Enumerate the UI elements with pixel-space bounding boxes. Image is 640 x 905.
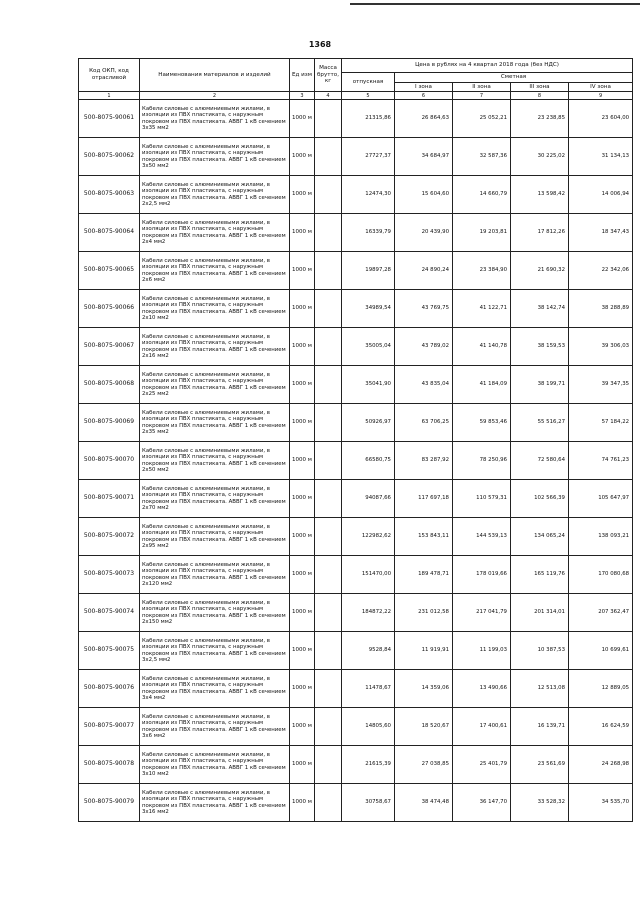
- row-release-price: 34989,54: [342, 290, 395, 328]
- table-row: [79, 556, 633, 594]
- row-zone-3-price: 38 142,74: [511, 290, 569, 328]
- row-unit: 1000 м: [290, 746, 315, 784]
- header-zone-4: IV зона: [569, 83, 633, 92]
- row-unit: 1000 м: [290, 404, 315, 442]
- row-code: 500-8075-90078: [79, 746, 140, 784]
- column-number: 3: [290, 92, 315, 100]
- row-code: 500-8075-90075: [79, 632, 140, 670]
- row-name: Кабели силовые с алюминиевыми жилами, в изоляции из ПВХ пластиката, с наружным покровом из ПВХ пластиката. АВВГ 1 кВ сечением 2х35 мм2: [140, 404, 290, 442]
- row-zone-2-price: 59 853,46: [453, 404, 511, 442]
- table-row: [79, 328, 633, 366]
- table-row: [79, 708, 633, 746]
- row-name: Кабели силовые с алюминиевыми жилами, в изоляции из ПВХ пластиката, с наружным покровом из ПВХ пластиката. АВВГ 1 кВ сечением 2х25 мм2: [140, 366, 290, 404]
- row-name: Кабели силовые с алюминиевыми жилами, в изоляции из ПВХ пластиката, с наружным покровом из ПВХ пластиката. АВВГ 1 кВ сечением 3х4 мм2: [140, 670, 290, 708]
- row-name: Кабели силовые с алюминиевыми жилами, в изоляции из ПВХ пластиката, с наружным покровом из ПВХ пластиката. АВВГ 1 кВ сечением 2х4 мм2: [140, 214, 290, 252]
- row-zone-1-price: 117 697,18: [395, 480, 453, 518]
- row-zone-4-price: 38 288,89: [569, 290, 633, 328]
- row-mass: [315, 100, 342, 138]
- row-zone-3-price: 10 387,53: [511, 632, 569, 670]
- row-zone-4-price: 24 268,98: [569, 746, 633, 784]
- row-mass: [315, 404, 342, 442]
- header-unit: Ед изм: [290, 59, 315, 92]
- row-zone-4-price: 39 347,35: [569, 366, 633, 404]
- row-zone-2-price: 13 490,66: [453, 670, 511, 708]
- row-name: Кабели силовые с алюминиевыми жилами, в изоляции из ПВХ пластиката, с наружным покровом из ПВХ пластиката. АВВГ 1 кВ сечением 3х6 мм2: [140, 708, 290, 746]
- row-mass: [315, 214, 342, 252]
- row-zone-1-price: 83 287,92: [395, 442, 453, 480]
- row-zone-3-price: 23 238,85: [511, 100, 569, 138]
- row-release-price: 94087,66: [342, 480, 395, 518]
- row-mass: [315, 670, 342, 708]
- row-code: 500-8075-90063: [79, 176, 140, 214]
- row-zone-3-price: 72 580,64: [511, 442, 569, 480]
- row-name: Кабели силовые с алюминиевыми жилами, в изоляции из ПВХ пластиката, с наружным покровом из ПВХ пластиката. АВВГ 1 кВ сечением 3х16 мм2: [140, 784, 290, 822]
- row-unit: 1000 м: [290, 366, 315, 404]
- header-zone-3: III зона: [511, 83, 569, 92]
- row-zone-3-price: 102 566,39: [511, 480, 569, 518]
- row-zone-2-price: 11 199,03: [453, 632, 511, 670]
- row-zone-3-price: 38 159,53: [511, 328, 569, 366]
- row-release-price: 35005,04: [342, 328, 395, 366]
- row-zone-1-price: 15 604,60: [395, 176, 453, 214]
- row-release-price: 16339,79: [342, 214, 395, 252]
- header-price-title: Цена в рублях на 4 квартал 2018 года (без НДС): [342, 59, 633, 73]
- row-unit: 1000 м: [290, 100, 315, 138]
- row-code: 500-8075-90073: [79, 556, 140, 594]
- table-row: [79, 290, 633, 328]
- table-row: [79, 366, 633, 404]
- row-unit: 1000 м: [290, 252, 315, 290]
- row-mass: [315, 708, 342, 746]
- row-release-price: 14805,60: [342, 708, 395, 746]
- table-row: [79, 746, 633, 784]
- row-zone-4-price: 10 699,61: [569, 632, 633, 670]
- row-code: 500-8075-90062: [79, 138, 140, 176]
- table-row: [79, 670, 633, 708]
- row-unit: 1000 м: [290, 632, 315, 670]
- column-number: 8: [511, 92, 569, 100]
- row-zone-4-price: 170 080,68: [569, 556, 633, 594]
- table-row: [79, 214, 633, 252]
- row-zone-1-price: 43 769,75: [395, 290, 453, 328]
- row-mass: [315, 252, 342, 290]
- table-row: [79, 480, 633, 518]
- row-zone-1-price: 24 890,24: [395, 252, 453, 290]
- row-name: Кабели силовые с алюминиевыми жилами, в изоляции из ПВХ пластиката, с наружным покровом из ПВХ пластиката. АВВГ 1 кВ сечением 3х2,5 мм2: [140, 632, 290, 670]
- row-zone-3-price: 201 314,01: [511, 594, 569, 632]
- row-zone-3-price: 16 139,71: [511, 708, 569, 746]
- row-release-price: 30758,67: [342, 784, 395, 822]
- row-zone-1-price: 63 706,25: [395, 404, 453, 442]
- row-mass: [315, 480, 342, 518]
- row-zone-3-price: 12 513,08: [511, 670, 569, 708]
- row-zone-1-price: 189 478,71: [395, 556, 453, 594]
- row-zone-3-price: 165 119,76: [511, 556, 569, 594]
- row-zone-3-price: 33 528,32: [511, 784, 569, 822]
- row-zone-2-price: 32 587,36: [453, 138, 511, 176]
- row-zone-4-price: 207 362,47: [569, 594, 633, 632]
- row-code: 500-8075-90068: [79, 366, 140, 404]
- row-zone-3-price: 17 812,26: [511, 214, 569, 252]
- row-code: 500-8075-90079: [79, 784, 140, 822]
- row-zone-3-price: 30 225,02: [511, 138, 569, 176]
- row-mass: [315, 290, 342, 328]
- row-unit: 1000 м: [290, 328, 315, 366]
- row-mass: [315, 442, 342, 480]
- row-zone-3-price: 134 065,24: [511, 518, 569, 556]
- row-code: 500-8075-90066: [79, 290, 140, 328]
- header-mass: Масса брутто, кг: [315, 59, 342, 92]
- row-zone-4-price: 39 306,03: [569, 328, 633, 366]
- row-zone-3-price: 23 561,69: [511, 746, 569, 784]
- row-code: 500-8075-90061: [79, 100, 140, 138]
- row-release-price: 66580,75: [342, 442, 395, 480]
- row-zone-3-price: 38 199,71: [511, 366, 569, 404]
- row-zone-1-price: 38 474,48: [395, 784, 453, 822]
- row-code: 500-8075-90072: [79, 518, 140, 556]
- row-unit: 1000 м: [290, 708, 315, 746]
- column-number: 2: [140, 92, 290, 100]
- row-zone-3-price: 21 690,32: [511, 252, 569, 290]
- row-zone-3-price: 13 598,42: [511, 176, 569, 214]
- header-estimate: Сметная: [395, 73, 633, 83]
- row-code: 500-8075-90069: [79, 404, 140, 442]
- row-unit: 1000 м: [290, 214, 315, 252]
- row-zone-4-price: 14 006,94: [569, 176, 633, 214]
- table-row: [79, 594, 633, 632]
- row-mass: [315, 746, 342, 784]
- row-zone-1-price: 14 359,06: [395, 670, 453, 708]
- row-mass: [315, 594, 342, 632]
- row-name: Кабели силовые с алюминиевыми жилами, в изоляции из ПВХ пластиката, с наружным покровом из ПВХ пластиката. АВВГ 1 кВ сечением 3х50 мм2: [140, 138, 290, 176]
- row-code: 500-8075-90076: [79, 670, 140, 708]
- table-row: [79, 176, 633, 214]
- row-release-price: 184872,22: [342, 594, 395, 632]
- row-release-price: 27727,37: [342, 138, 395, 176]
- row-code: 500-8075-90070: [79, 442, 140, 480]
- row-zone-2-price: 78 250,96: [453, 442, 511, 480]
- row-zone-2-price: 36 147,70: [453, 784, 511, 822]
- header-code: Код ОКП, код отрасливой: [79, 59, 140, 92]
- row-zone-1-price: 20 439,90: [395, 214, 453, 252]
- row-zone-1-price: 27 038,85: [395, 746, 453, 784]
- table-row: [79, 138, 633, 176]
- table-row: [79, 518, 633, 556]
- row-name: Кабели силовые с алюминиевыми жилами, в изоляции из ПВХ пластиката, с наружным покровом из ПВХ пластиката. АВВГ 1 кВ сечением 2х50 мм2: [140, 442, 290, 480]
- row-zone-1-price: 18 520,67: [395, 708, 453, 746]
- row-zone-2-price: 110 579,31: [453, 480, 511, 518]
- table-row: [79, 632, 633, 670]
- row-zone-1-price: 34 684,97: [395, 138, 453, 176]
- row-name: Кабели силовые с алюминиевыми жилами, в изоляции из ПВХ пластиката, с наружным покровом из ПВХ пластиката. АВВГ 1 кВ сечением 2х6 мм2: [140, 252, 290, 290]
- table-row: [79, 784, 633, 822]
- row-zone-1-price: 43 835,04: [395, 366, 453, 404]
- table-row: [79, 252, 633, 290]
- row-zone-2-price: 217 041,79: [453, 594, 511, 632]
- row-zone-2-price: 41 140,78: [453, 328, 511, 366]
- row-zone-4-price: 34 535,70: [569, 784, 633, 822]
- row-zone-2-price: 23 384,90: [453, 252, 511, 290]
- row-name: Кабели силовые с алюминиевыми жилами, в изоляции из ПВХ пластиката, с наружным покровом из ПВХ пластиката. АВВГ 1 кВ сечением 2х10 мм2: [140, 290, 290, 328]
- row-name: Кабели силовые с алюминиевыми жилами, в изоляции из ПВХ пластиката, с наружным покровом из ПВХ пластиката. АВВГ 1 кВ сечением 3х35 мм2: [140, 100, 290, 138]
- row-mass: [315, 176, 342, 214]
- row-release-price: 151470,00: [342, 556, 395, 594]
- column-number: 4: [315, 92, 342, 100]
- row-name: Кабели силовые с алюминиевыми жилами, в изоляции из ПВХ пластиката, с наружным покровом из ПВХ пластиката. АВВГ 1 кВ сечением 3х10 мм2: [140, 746, 290, 784]
- row-zone-4-price: 16 624,59: [569, 708, 633, 746]
- header-release: отпускная: [342, 73, 395, 92]
- row-release-price: 35041,90: [342, 366, 395, 404]
- row-zone-1-price: 231 012,58: [395, 594, 453, 632]
- row-code: 500-8075-90064: [79, 214, 140, 252]
- row-zone-4-price: 23 604,00: [569, 100, 633, 138]
- row-code: 500-8075-90067: [79, 328, 140, 366]
- column-numbers-row: [79, 92, 633, 100]
- row-release-price: 12474,30: [342, 176, 395, 214]
- row-zone-1-price: 43 789,02: [395, 328, 453, 366]
- row-name: Кабели силовые с алюминиевыми жилами, в изоляции из ПВХ пластиката, с наружным покровом из ПВХ пластиката. АВВГ 1 кВ сечением 2х120 мм2: [140, 556, 290, 594]
- row-zone-2-price: 178 019,66: [453, 556, 511, 594]
- table-row: [79, 100, 633, 138]
- row-mass: [315, 518, 342, 556]
- row-zone-4-price: 138 093,21: [569, 518, 633, 556]
- row-zone-2-price: 41 122,71: [453, 290, 511, 328]
- row-release-price: 50926,97: [342, 404, 395, 442]
- header-zone-1: I зона: [395, 83, 453, 92]
- row-zone-1-price: 26 864,63: [395, 100, 453, 138]
- column-number: 7: [453, 92, 511, 100]
- row-mass: [315, 328, 342, 366]
- row-release-price: 19897,28: [342, 252, 395, 290]
- row-release-price: 21615,39: [342, 746, 395, 784]
- row-code: 500-8075-90065: [79, 252, 140, 290]
- row-zone-2-price: 19 203,81: [453, 214, 511, 252]
- row-unit: 1000 м: [290, 784, 315, 822]
- row-zone-2-price: 41 184,09: [453, 366, 511, 404]
- row-mass: [315, 366, 342, 404]
- row-unit: 1000 м: [290, 138, 315, 176]
- row-zone-4-price: 74 761,23: [569, 442, 633, 480]
- header-zone-2: II зона: [453, 83, 511, 92]
- row-unit: 1000 м: [290, 442, 315, 480]
- row-zone-4-price: 12 889,05: [569, 670, 633, 708]
- row-mass: [315, 632, 342, 670]
- row-code: 500-8075-90071: [79, 480, 140, 518]
- row-release-price: 11478,67: [342, 670, 395, 708]
- row-zone-2-price: 14 660,79: [453, 176, 511, 214]
- column-number: 1: [79, 92, 140, 100]
- row-zone-2-price: 25 401,79: [453, 746, 511, 784]
- page-number: 1368: [308, 40, 332, 49]
- row-name: Кабели силовые с алюминиевыми жилами, в изоляции из ПВХ пластиката, с наружным покровом из ПВХ пластиката. АВВГ 1 кВ сечением 2х2,5 мм2: [140, 176, 290, 214]
- row-name: Кабели силовые с алюминиевыми жилами, в изоляции из ПВХ пластиката, с наружным покровом из ПВХ пластиката. АВВГ 1 кВ сечением 2х150 мм2: [140, 594, 290, 632]
- row-unit: 1000 м: [290, 480, 315, 518]
- price-table: [78, 58, 633, 822]
- row-zone-2-price: 25 052,21: [453, 100, 511, 138]
- row-zone-4-price: 105 647,97: [569, 480, 633, 518]
- row-zone-4-price: 31 134,13: [569, 138, 633, 176]
- row-zone-4-price: 18 347,43: [569, 214, 633, 252]
- row-unit: 1000 м: [290, 670, 315, 708]
- row-code: 500-8075-90077: [79, 708, 140, 746]
- row-release-price: 9528,84: [342, 632, 395, 670]
- column-number: 5: [342, 92, 395, 100]
- row-unit: 1000 м: [290, 556, 315, 594]
- row-code: 500-8075-90074: [79, 594, 140, 632]
- row-unit: 1000 м: [290, 518, 315, 556]
- row-unit: 1000 м: [290, 594, 315, 632]
- row-unit: 1000 м: [290, 176, 315, 214]
- row-unit: 1000 м: [290, 290, 315, 328]
- row-name: Кабели силовые с алюминиевыми жилами, в изоляции из ПВХ пластиката, с наружным покровом из ПВХ пластиката. АВВГ 1 кВ сечением 2х95 мм2: [140, 518, 290, 556]
- table-row: [79, 442, 633, 480]
- header-name: Наименования материалов и изделий: [140, 59, 290, 92]
- row-release-price: 122982,62: [342, 518, 395, 556]
- top-rule: [350, 3, 640, 5]
- row-release-price: 21315,86: [342, 100, 395, 138]
- row-name: Кабели силовые с алюминиевыми жилами, в изоляции из ПВХ пластиката, с наружным покровом из ПВХ пластиката. АВВГ 1 кВ сечением 2х16 мм2: [140, 328, 290, 366]
- row-zone-4-price: 22 342,06: [569, 252, 633, 290]
- row-zone-2-price: 144 539,13: [453, 518, 511, 556]
- row-name: Кабели силовые с алюминиевыми жилами, в изоляции из ПВХ пластиката, с наружным покровом из ПВХ пластиката. АВВГ 1 кВ сечением 2х70 мм2: [140, 480, 290, 518]
- row-mass: [315, 784, 342, 822]
- row-mass: [315, 138, 342, 176]
- row-zone-1-price: 11 919,91: [395, 632, 453, 670]
- row-zone-4-price: 57 184,22: [569, 404, 633, 442]
- column-number: 6: [395, 92, 453, 100]
- row-zone-1-price: 153 843,11: [395, 518, 453, 556]
- row-mass: [315, 556, 342, 594]
- table-row: [79, 404, 633, 442]
- row-zone-2-price: 17 400,61: [453, 708, 511, 746]
- column-number: 9: [569, 92, 633, 100]
- row-zone-3-price: 55 516,27: [511, 404, 569, 442]
